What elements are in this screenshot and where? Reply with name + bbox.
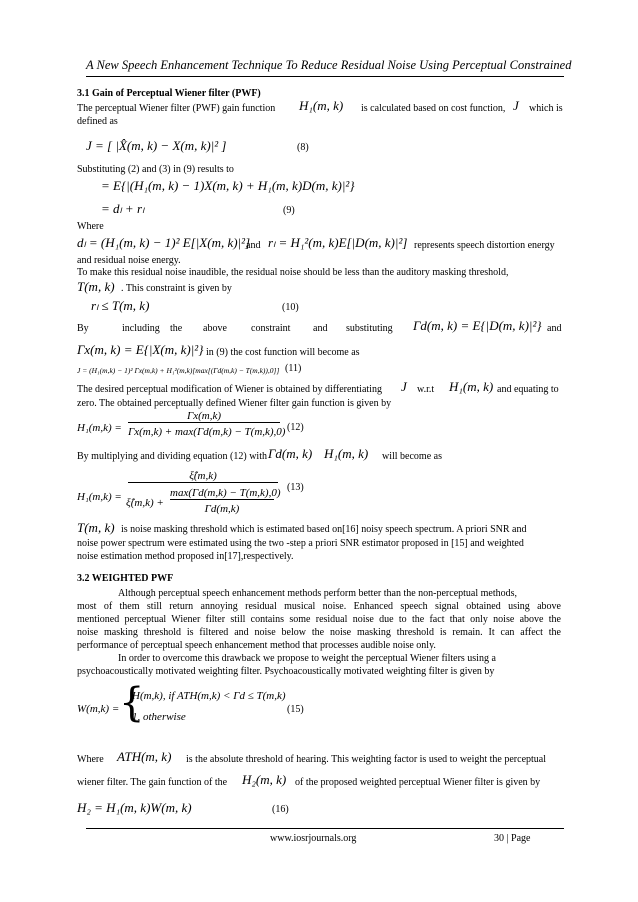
equation-13-inner-den: Γd(m,k) bbox=[204, 503, 240, 515]
para-equating: and equating to bbox=[497, 384, 559, 395]
math-gamma-d-2: Γd(m, k) bbox=[268, 446, 313, 461]
math-h1mk-2: H₁(m, k) bbox=[449, 379, 494, 394]
para-gain-fn: wiener filter. The gain function of the bbox=[77, 777, 228, 788]
para-wpwf-2: most of them still return annoying residual musical noise. Enhanced speech signal obtained using above bbox=[77, 601, 561, 612]
equation-12-numerator: Γx(m,k) bbox=[128, 410, 280, 423]
word-constraint: constraint bbox=[251, 323, 291, 334]
para-wpwf-4: noise masking threshold is filtered and noise below the noise masking threshold is remain. It can affect the bbox=[77, 627, 561, 638]
math-ath: ATH(m, k) bbox=[117, 749, 172, 764]
math-j-2: J bbox=[401, 379, 407, 394]
equation-8-number: (8) bbox=[297, 142, 309, 153]
equation-8: J = [ |X̂(m, k) − X(m, k)|² ] bbox=[86, 138, 227, 153]
word-the: the bbox=[170, 323, 183, 334]
equation-10: rₗ ≤ T(m, k) bbox=[91, 298, 150, 313]
equation-13-inner-num: max(Γd(m,k) − T(m,k),0) bbox=[170, 487, 281, 499]
para-wpwf-3: mentioned perceptual Wiener filter still contains some residual noise due to the fact that only noise above the bbox=[77, 614, 561, 625]
equation-9-number: (9) bbox=[283, 205, 295, 216]
para-constraint: . This constraint is given by bbox=[121, 283, 232, 294]
equation-12-denominator: Γx(m,k) + max(Γd(m,k) − T(m,k),0) bbox=[128, 426, 286, 438]
equation-13-number: (13) bbox=[287, 482, 304, 493]
math-h1mk-3: H₁(m, k) bbox=[324, 446, 369, 461]
equation-10-number: (10) bbox=[282, 302, 299, 313]
equation-16-number: (16) bbox=[272, 804, 289, 815]
para-masking-1: is noise masking threshold which is estimated based on[16] noisy speech spectrum. A priori SNR and bbox=[121, 524, 527, 535]
para-and-2: and bbox=[547, 323, 562, 334]
para-pwf-1c: which is bbox=[529, 103, 563, 114]
para-desired: The desired perceptual modification of Wiener is obtained by differentiating bbox=[77, 384, 382, 395]
header-rule bbox=[86, 76, 564, 77]
running-header: A New Speech Enhancement Technique To Reduce Residual Noise Using Perceptual Constrained bbox=[86, 58, 572, 72]
equation-9-line2: = dₗ + rₗ bbox=[101, 201, 145, 216]
para-wpwf-1: Although perceptual speech enhancement methods perform better than the non-perceptual methods, bbox=[118, 588, 518, 599]
equation-13-numerator: ξ̂(m,k) bbox=[128, 470, 278, 483]
para-distortion: represents speech distortion energy bbox=[414, 240, 555, 251]
equation-15-case-2: 1, otherwise bbox=[132, 711, 186, 723]
para-wrt: w.r.t bbox=[417, 384, 435, 395]
math-tmk: T(m, k) bbox=[77, 279, 115, 294]
math-gamma-d: Γd(m, k) = E{|D(m, k)|²} bbox=[413, 318, 542, 333]
equation-11: J = (H₁(m,k) − 1)² Γx(m,k) + H₁²(m,k)[max[(Γd(m,k) − T(m,k)),0]] bbox=[77, 366, 280, 375]
math-gamma-x: Γx(m, k) = E{|X(m, k)|²} bbox=[77, 342, 204, 357]
para-multiply: By multiplying and dividing equation (12) with bbox=[77, 451, 267, 462]
para-become: will become as bbox=[382, 451, 442, 462]
equation-15-case-1: H(m,k), if ATH(m,k) < Γd ≤ T(m,k) bbox=[132, 690, 286, 702]
equation-12-number: (12) bbox=[287, 422, 304, 433]
para-pwf-1a: The perceptual Wiener filter (PWF) gain function bbox=[77, 103, 276, 114]
footer-site: www.iosrjournals.org bbox=[270, 833, 357, 844]
equation-15-lhs: W(m,k) = bbox=[77, 703, 120, 715]
para-inaudible: To make this residual noise inaudible, the residual noise should be less than the auditory masking threshold, bbox=[77, 267, 509, 278]
para-gain-fn-2: of the proposed weighted perceptual Wiener filter is given by bbox=[295, 777, 541, 788]
section-3-2-heading: 3.2 WEIGHTED PWF bbox=[77, 573, 174, 584]
equation-9-line1: = E{|(H₁(m, k) − 1)X(m, k) + H₁(m, k)D(m, k)|²} bbox=[101, 178, 355, 193]
para-wpwf-5: performance of perceptual speech enhancement method that processes audible noise only. bbox=[77, 640, 436, 651]
word-and: and bbox=[313, 323, 328, 334]
footer-rule bbox=[86, 828, 564, 829]
math-j: J bbox=[513, 98, 519, 113]
section-3-1-heading: 3.1 Gain of Perceptual Wiener filter (PWF) bbox=[77, 88, 261, 99]
para-cost-become: in (9) the cost function will become as bbox=[206, 347, 360, 358]
equation-13-den-xi: ξ̂(m,k) + bbox=[126, 497, 164, 509]
para-masking-3: noise estimation method proposed in[17],respectively. bbox=[77, 551, 294, 562]
para-wpwf-6: In order to overcome this drawback we propose to weight the perceptual Wiener filters using a bbox=[118, 653, 496, 664]
word-substituting: substituting bbox=[346, 323, 393, 334]
equation-12-lhs: H₁(m,k) = bbox=[77, 422, 122, 434]
para-pwf-1d: defined as bbox=[77, 116, 118, 127]
word-by: By bbox=[77, 323, 89, 334]
para-residual: and residual noise energy. bbox=[77, 255, 181, 266]
math-h1mk: H₁(m, k) bbox=[299, 98, 344, 113]
para-and-1: and bbox=[246, 240, 261, 251]
equation-11-number: (11) bbox=[285, 363, 302, 374]
para-where-2: Where bbox=[77, 754, 104, 765]
footer-page-number: 30 | Page bbox=[494, 833, 531, 844]
math-dl: dₗ = (H₁(m, k) − 1)² E[|X(m, k)|²] bbox=[77, 235, 251, 250]
para-where: Where bbox=[77, 221, 104, 232]
word-above: above bbox=[203, 323, 227, 334]
equation-15-number: (15) bbox=[287, 704, 304, 715]
para-zero: zero. The obtained perceptually defined Wiener filter gain function is given by bbox=[77, 398, 392, 409]
equation-13-lhs: H₁(m,k) = bbox=[77, 491, 122, 503]
word-including: including bbox=[122, 323, 160, 334]
math-h2mk: H₂(m, k) bbox=[242, 772, 287, 787]
equation-16: H₂ = H₁(m, k)W(m, k) bbox=[77, 800, 192, 815]
math-tmk-2: T(m, k) bbox=[77, 520, 115, 535]
para-masking-2: noise power spectrum were estimated using the two -step a priori SNR estimator proposed in [15] and weighted bbox=[77, 538, 524, 549]
para-substituting: Substituting (2) and (3) in (9) results to bbox=[77, 164, 234, 175]
para-pwf-1b: is calculated based on cost function, bbox=[361, 103, 506, 114]
equation-15-brace: { bbox=[119, 680, 145, 726]
para-ath-desc: is the absolute threshold of hearing. This weighting factor is used to weight the perceptual bbox=[186, 754, 547, 765]
para-wpwf-7: psychoacoustically motivated weighting filter. Psychoacoustically motivated weighting filter is given by bbox=[77, 666, 495, 677]
math-rl: rₗ = H₁²(m, k)E[|D(m, k)|²] bbox=[268, 235, 408, 250]
